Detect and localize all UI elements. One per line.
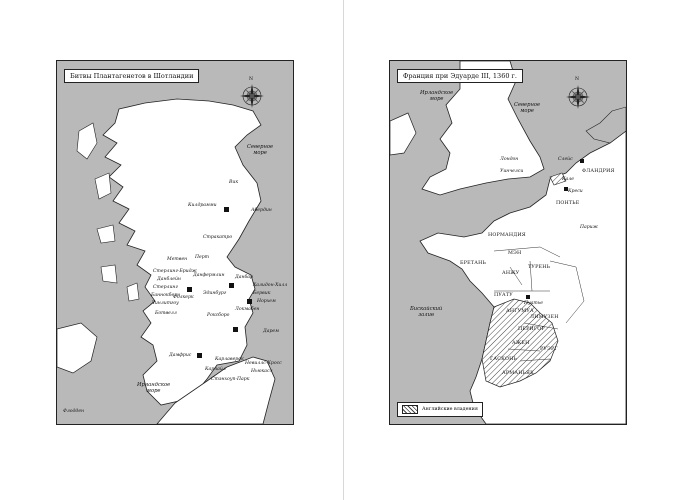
place-limousin: ЛИМУЗЕН (530, 315, 559, 320)
place-flodden: Флодден (63, 409, 85, 414)
place-normandy: НОРМАНДИЯ (488, 233, 526, 238)
map-legend (397, 402, 483, 417)
place-wick: Вик (229, 180, 239, 185)
place-neville-cross: Невиллс-Кросс (245, 361, 282, 366)
place-poitou: ПУАТУ (494, 293, 513, 298)
place-bothwell: Ботвелл (155, 311, 177, 316)
island-skye (95, 173, 111, 199)
right-map-title: Франция при Эдуарде III, 1360 г. (397, 69, 523, 83)
place-dumfries: Дамфрис (169, 353, 192, 358)
place-stirling-bridge: Стерлинг-Бридж (153, 269, 197, 274)
place-falkirk: Фолкерк (173, 295, 194, 300)
place-dunblane: Данблейн (157, 277, 181, 282)
place-touraine: ТУРЕНЬ (528, 265, 551, 270)
compass-rose (240, 84, 264, 108)
place-norham: Норхем (257, 299, 276, 304)
place-brittany: БРЕТАНЬ (460, 261, 486, 266)
place-perth: Перт (195, 255, 210, 260)
sea-label-irish: Ирландское море (137, 382, 171, 394)
compass-rose (566, 85, 590, 109)
castle-marker-stirling (187, 287, 192, 292)
castle-marker-roxburgh (233, 327, 238, 332)
castle-marker-berwick (247, 299, 252, 304)
scotland-map (56, 60, 294, 425)
place-edinburgh: Эдинбург (203, 291, 227, 296)
place-halidon: Халидон-Хилл (253, 283, 288, 288)
place-durham: Дарем (263, 329, 279, 334)
france-map (389, 60, 627, 425)
place-sluys: Слейс (558, 157, 573, 162)
place-poitiers: Пуатье (524, 301, 543, 306)
sea-label-biscay: Бискайский залив (410, 306, 443, 318)
place-maine: МЭН (508, 251, 522, 256)
place-stirling: Стерлинг (153, 285, 178, 290)
place-methven: Метвен (167, 257, 188, 262)
compass-north-label: N (249, 77, 254, 82)
place-dunfermline: Данфермлин (193, 273, 225, 278)
legend-label: Английские владения (422, 407, 478, 412)
castle-marker-kildrummy (224, 207, 229, 212)
island-mull (97, 225, 115, 243)
sea-label-north: Северное море (247, 144, 274, 156)
place-armagnac: АРМАНЬЯК (502, 371, 535, 376)
place-perigord: ПЕРИГОР (518, 327, 545, 332)
castle-marker-dumfries (197, 353, 202, 358)
place-linlithgow: Линлитгоу (151, 301, 179, 306)
place-flanders: ФЛАНДРИЯ (582, 169, 615, 174)
place-roxburgh: Роксборо (207, 313, 230, 318)
battle-marker-poitiers (526, 295, 530, 299)
place-caerlaverock: Карлаверок (215, 357, 244, 362)
island-arran (127, 283, 139, 301)
left-map-title: Битвы Плантагенетов в Шотландии (64, 69, 199, 83)
place-kildrummy: Килдрамми (188, 203, 217, 208)
right-page (344, 0, 688, 500)
sea-label-irish: Ирландское море (420, 90, 454, 102)
place-gascony: ГАСКОНЬ (490, 357, 517, 362)
place-rouergue: РУЭРГ (540, 347, 558, 352)
place-angoumois: АНГУМУА (506, 309, 534, 314)
place-strathcona: Стракатро (203, 235, 233, 240)
place-agen: АЖЕН (512, 341, 530, 346)
island-islay (101, 265, 117, 283)
place-calais: Кале (562, 177, 574, 182)
sea-label-north: Северное море (514, 102, 541, 114)
place-crecy: Креси (568, 189, 583, 194)
place-bannockburn: Баннокберн (151, 293, 181, 298)
place-lochmaben: Локмабен (235, 307, 260, 312)
place-paris: Париж (580, 225, 598, 230)
ireland-coast (57, 323, 97, 373)
battle-marker-sluys (580, 159, 584, 163)
place-anjou: АНЖУ (502, 271, 520, 276)
place-stanhope: Стэнхоуп-Парк (211, 377, 250, 382)
left-page (0, 0, 343, 500)
place-carlisle: Карлайл (205, 367, 226, 372)
place-london: Лондон (500, 157, 519, 162)
place-winchelsea: Уинчелси (500, 169, 524, 174)
place-aberdeen: Абердин (251, 208, 272, 213)
ireland-edge (390, 113, 416, 155)
place-berwick: Бервик (253, 291, 271, 296)
legend-hatch-swatch (402, 405, 418, 414)
castle-marker-edinburgh (229, 283, 234, 288)
place-ponthieu: ПОНТЬЕ (556, 201, 580, 206)
place-newcastle: Ньюкасл (251, 369, 273, 374)
place-dunbar: Данбар (235, 275, 253, 280)
compass-north-label: N (575, 77, 580, 82)
island-lewis (77, 123, 97, 159)
france-map-drawing (390, 61, 626, 424)
